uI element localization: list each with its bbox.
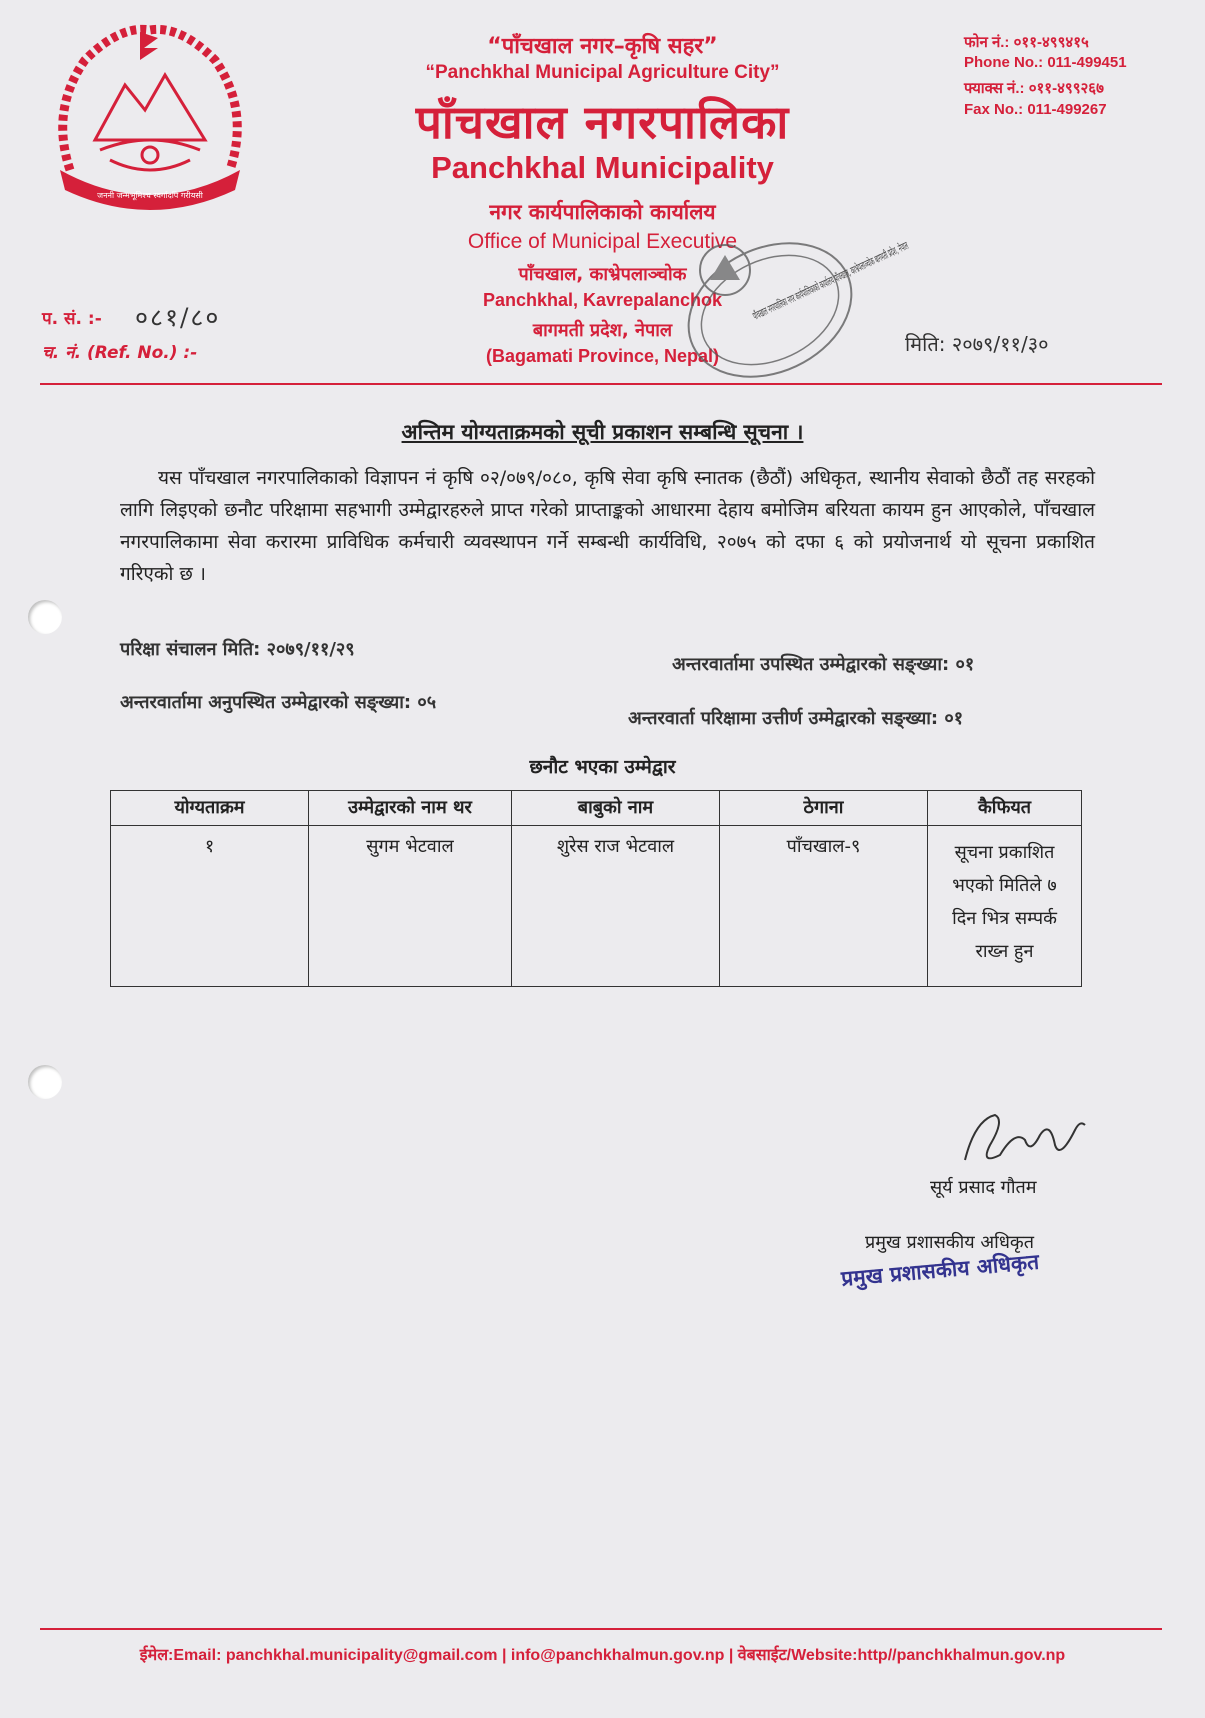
slogan-english: “Panchkhal Municipal Agriculture City” [425,62,780,83]
province-nepali: बागमती प्रदेश, नेपाल [532,320,673,341]
issue-date: मिति: २०७९/११/३० [905,332,1049,356]
notice-subject [0,418,1205,446]
candidate-name-cell: सुगम भेटवाल [309,826,512,987]
header-divider [40,383,1162,385]
address-english: Panchkhal, Kavrepalanchok [482,290,723,310]
footer-contact: ईमेल:Email: panchkhal.municipality@gmail.com | info@panchkhalmun.gov.np | वेबसाईट/Website:http//panchkhalmun.gov.np [139,1647,1066,1664]
punch-hole [28,600,62,634]
rank-cell: १ [111,826,309,987]
ps-number: ०८१/८० [135,303,221,332]
passed-count: अन्तरवार्ता परिक्षामा उत्तीर्ण उम्मेद्वारको सङ्ख्या: ०१ [628,708,964,729]
address-nepali: पाँचखाल, काभ्रेपलाञ्चोक [518,264,687,285]
fax-nepali: फ्याक्स नं.: ०११-४९९२६७ [964,80,1104,97]
punch-hole [28,1065,62,1099]
signatory-name: सूर्य प्रसाद गौतम [930,1177,1037,1198]
stamp-text: पाँचखाल नगरपालिका नगर कार्यपालिकाको कार्यालय पाँचखाल, काभ्रेपलाञ्चोक बागमती प्रदेश, नेपाल [750,141,1119,323]
absent-count: अन्तरवार्तामा अनुपस्थित उम्मेद्वारको सङ्ख्या: ०५ [120,692,437,713]
footer-divider [40,1628,1162,1630]
office-name-nepali: नगर कार्यपालिकाको कार्यालय [489,200,716,224]
col-remarks: कैफियत [928,791,1082,826]
designation-stamp: प्रमुख प्रशासकीय अधिकृत [840,1249,1040,1291]
office-name-english: Office of Municipal Executive [467,230,738,253]
selected-candidates-table [110,790,1082,987]
table-caption: छनौट भएका उम्मेद्वार [529,756,676,778]
municipality-name-nepali: पाँचखाल नगरपालिका [415,95,790,149]
table-header-row [111,791,1082,826]
col-address: ठेगाना [720,791,928,826]
col-candidate-name: उम्मेद्वारको नाम थर [309,791,512,826]
phone-nepali: फोन नं.: ०११-४९९४१५ [964,34,1089,51]
notice-subject-text: अन्तिम योग्यताक्रमको सूची प्रकाशन सम्बन्धि सूचना । [401,420,804,444]
slogan-nepali: “पाँचखाल नगर–कृषि सहर” [487,34,718,59]
exam-date: परिक्षा संचालन मिति: २०७९/११/२९ [120,639,355,660]
province-english: (Bagamati Province, Nepal) [485,346,720,366]
fax-english: Fax No.: 011-499267 [964,101,1107,118]
present-count: अन्तरवार्तामा उपस्थित उम्मेद्वारको सङ्ख्या: ०१ [672,654,975,675]
signature-scribble [955,1100,1095,1175]
ps-label: प. सं. :- [42,309,102,329]
address-cell: पाँचखाल-९ [720,826,928,987]
father-name-cell: शुरेस राज भेटवाल [512,826,720,987]
col-father-name: बाबुको नाम [512,791,720,826]
remarks-cell: सूचना प्रकाशित भएको मितिले ७ दिन भित्र सम्पर्क राख्न हुन [928,826,1082,987]
municipality-name-english: Panchkhal Municipality [431,150,774,185]
notice-body: यस पाँचखाल नगरपालिकाको विज्ञापन नं कृषि ०२/०७९/०८०, कृषि सेवा कृषि स्नातक (छैठौं) अधिकृत, स्थानीय सेवाको छैठौं तह सरहको लागि लिइएको छनौट परिक्षामा सहभागी उम्मेद्वारहरुले प्राप्त गरेको प्राप्ताङ्कको आधारमा देहाय बमोजिम बरियता कायम हुन आएकोले, पाँचखाल नगरपालिकामा सेवा करारमा प्राविधिक कर्मचारी व्यवस्थापन गर्ने सम्बन्धी कार्यविधि, २०७५ को दफा ६ को प्रयोजनार्थ यो सूचना प्रकाशित गरिएको छ । [120,467,1095,585]
ref-no-label: च. नं. (Ref. No.) :- [42,343,198,363]
col-rank: योग्यताक्रम [111,791,309,826]
signatory-title: प्रमुख प्रशासकीय अधिकृत [865,1232,1034,1253]
phone-english: Phone No.: 011-499451 [964,54,1127,71]
table-row [111,826,1082,987]
emblem-motto: जननी जन्मभूमिश्च स्वर्गादपि गरीयसी [97,191,203,200]
